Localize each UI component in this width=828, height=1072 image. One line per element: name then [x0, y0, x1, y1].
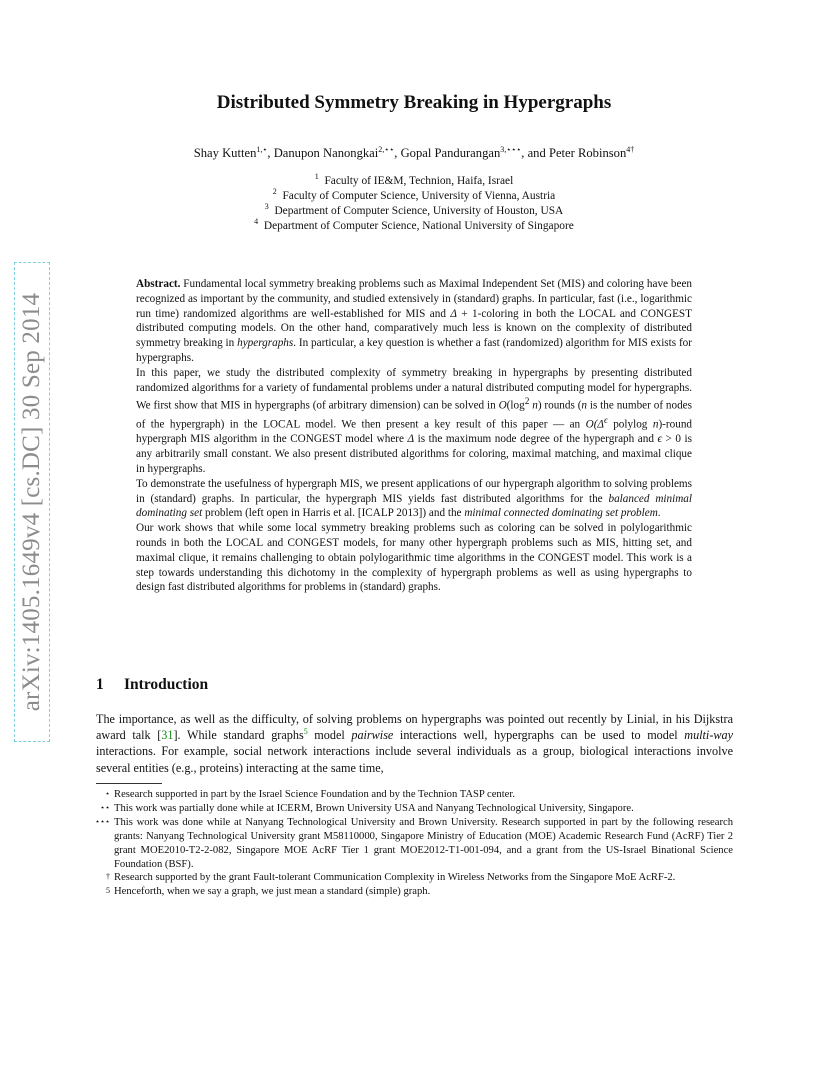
math-n: n [581, 400, 588, 413]
arxiv-stamp [14, 262, 50, 742]
abstract-paragraph: Our work shows that while some local symmetry breaking problems such as coloring can be solved in polylogarithmic rounds in both the LOCAL and CONGEST models, for many other hypergraph problems such as MIS, hitting set, and maximal clique, it remains challenging to obtain polylogarithmic time algorithms in the CONGEST model. This work is a step towards understanding this dichotomy in the complexity of hypergraph problems as well as using hypergraphs to design fast distributed algorithms for problems in (standard) graphs. [136, 522, 692, 594]
arxiv-id: arXiv:1405.1649v4 [cs.DC] 30 Sep 2014 [18, 292, 46, 712]
footnote-mark: † [106, 872, 110, 882]
abstract-text: In this paper, we study the distributed complexity of symmetry breaking in hypergraphs by presenting distributed randomized algorithms for a variety of fundamental problems under a natural distributed computing model for hypergraphs. We first show that MIS in hypergraphs (of arbitrary dimension) can be solved in [136, 366, 692, 413]
math-n: n [529, 400, 538, 413]
affiliation-number: 1 [314, 172, 319, 182]
affiliation-number: 2 [272, 187, 277, 197]
abstract-text: ) rounds ( [537, 400, 582, 413]
footnote-text: Research supported by the grant Fault-tolerant Communication Complexity in Wireless Networks from the Singapore MoE AcRF-2. [114, 872, 676, 884]
footnote-mark: ⋆ [104, 789, 110, 798]
author-separator: , and [521, 146, 549, 160]
footnote-mark: ⋆⋆⋆ [94, 816, 110, 826]
section-heading [96, 676, 208, 694]
footnote-text: Henceforth, when we say a graph, we just mean a standard (simple) graph. [114, 886, 431, 898]
abstract-text: Fundamental local symmetry breaking problems such as Maximal Independent Set (MIS) and coloring have been recognized as important by the community, and studied extensively in (standard) graphs. In particular, fast (i.e., logarithmic run time) randomized algorithms are well-established for MIS and [136, 278, 692, 320]
footnote [96, 816, 733, 872]
emphasis-text: multi-way [684, 728, 734, 743]
abstract-paragraph [136, 366, 692, 477]
math-text: (log [506, 400, 525, 413]
abstract-text: To demonstrate the usefulness of hypergraph MIS, we present applications of our hypergraph algorithm to solving problems in (standard) graphs. In particular, the hypergraph MIS yields fast distributed algorithms for the [136, 477, 692, 505]
body-text: interactions well, hypergraphs can be used to model [393, 728, 685, 743]
affiliation-text: Department of Computer Science, University of Houston, USA [274, 205, 564, 217]
section-title: Introduction [124, 676, 209, 693]
abstract-text: problem (left open in Harris et al. [ICALP 2013]) and the [202, 507, 465, 520]
affiliation-text: Department of Computer Science, National University of Singapore [263, 220, 574, 232]
section-number: 1 [96, 676, 104, 693]
author-mark: 1,⋆ [256, 144, 268, 154]
abstract-paragraph [136, 477, 692, 521]
footnote-list [96, 788, 733, 899]
math-text: polylog [607, 418, 653, 431]
author-list [0, 146, 828, 161]
affiliation-text: Faculty of IE&M, Technion, Haifa, Israel [324, 175, 514, 187]
abstract-paragraph [136, 277, 692, 366]
affiliation [0, 174, 828, 189]
footnote [96, 885, 733, 899]
abstract-text: > 0 is any arbitrarily small constant. We also present distributed algorithms for coloring, maximal matching, and maximal clique in hypergraphs. [136, 433, 692, 476]
intro-paragraph [96, 711, 733, 776]
author-mark: 4† [626, 144, 635, 154]
author-name: Peter Robinson [548, 146, 627, 160]
affiliation-text: Faculty of Computer Science, University of Vienna, Austria [282, 190, 556, 202]
affiliation-number: 4 [254, 217, 259, 227]
abstract-text: is the number of nodes of the hypergraph) in the LOCAL model. We then present a key result of this paper — an [136, 400, 692, 431]
citation-link[interactable]: 31 [161, 728, 174, 743]
abstract-text: )-round hypergraph MIS algorithm in the CONGEST model where [136, 418, 693, 446]
footnote [96, 788, 733, 802]
math-delta: Δ [450, 307, 457, 320]
abstract-text: + 1-coloring in both the LOCAL and CONGEST distributed computing models. On the other hand, comparatively much less is known on the complexity of distributed symmetry breaking in [136, 307, 692, 350]
abstract-label: Abstract. [136, 278, 181, 290]
footnote-divider [96, 783, 162, 784]
author-mark: 2,⋆⋆ [378, 144, 395, 154]
paper-title: Distributed Symmetry Breaking in Hypergraphs [216, 92, 612, 113]
abstract [136, 277, 692, 595]
emphasis-text: balanced minimal dominating set [136, 492, 692, 520]
footnote-mark: ⋆⋆ [99, 802, 110, 812]
math-epsilon: ϵ [604, 415, 608, 426]
affiliation [0, 204, 828, 219]
author-separator: , [394, 146, 401, 160]
math-n: n [652, 418, 659, 431]
math-delta: (Δ [593, 418, 604, 431]
abstract-text: . [657, 507, 661, 520]
math-delta: Δ [407, 433, 415, 446]
emphasis-text: pairwise [351, 728, 394, 743]
author-name: Gopal Pandurangan [400, 146, 501, 160]
affiliation-list [0, 174, 828, 234]
math-o: O [498, 400, 507, 413]
author-name: Danupon Nanongkai [273, 146, 379, 160]
footnote-link[interactable]: 5 [303, 727, 308, 737]
emphasis-text: hypergraphs [237, 337, 294, 350]
author-mark: 3,⋆⋆⋆ [500, 144, 522, 154]
footnote-text: This work was partially done while at ICERM, Brown University USA and Nanyang Technological University, Singapore. [114, 802, 634, 814]
body-text: ]. While standard graphs [173, 728, 304, 743]
affiliation [0, 219, 828, 234]
author-name: Shay Kutten [193, 146, 257, 160]
footnote-text: This work was done while at Nanyang Technological University and Brown University. Research supported in part by the following research grants: Nanyang Technological University grant M58110000, Singapore Ministry of Education (MOE) Academic Research Fund (AcRF) Tier 2 grant MOE2010-T2-2-082, Singapore MOE AcRF Tier 1 grant MOE2012-T1-001-094, and a grant from the US-Israel Binational Science Foundation (BSF). [114, 816, 733, 870]
body-text: interactions. For example, social network interactions include several individuals as a group, biological interactions involve several entities (e.g., proteins) interacting at the same time, [96, 744, 733, 775]
footnote-mark: 5 [106, 886, 110, 896]
body-text: The importance, as well as the difficulty, of solving problems on hypergraphs was pointed out recently by Linial, in his Dijkstra award talk [ [96, 712, 733, 743]
math-exponent: 2 [524, 397, 530, 408]
emphasis-text: minimal connected dominating set problem [464, 507, 658, 520]
footnote-text: Research supported in part by the Israel Science Foundation and by the Technion TASP center. [114, 789, 515, 800]
abstract-text: is the maximum node degree of the hypergraph and [414, 433, 658, 446]
author-separator: , [267, 146, 274, 160]
footnote [96, 871, 733, 885]
math-epsilon: ϵ [657, 433, 662, 446]
body-text: model [307, 728, 352, 743]
math-o: O [585, 418, 594, 431]
affiliation-number: 3 [264, 202, 269, 212]
abstract-text: . In particular, a key question is whether a fast (randomized) algorithm for MIS exists for hypergraphs. [136, 337, 692, 364]
footnote [96, 802, 733, 816]
affiliation [0, 189, 828, 204]
